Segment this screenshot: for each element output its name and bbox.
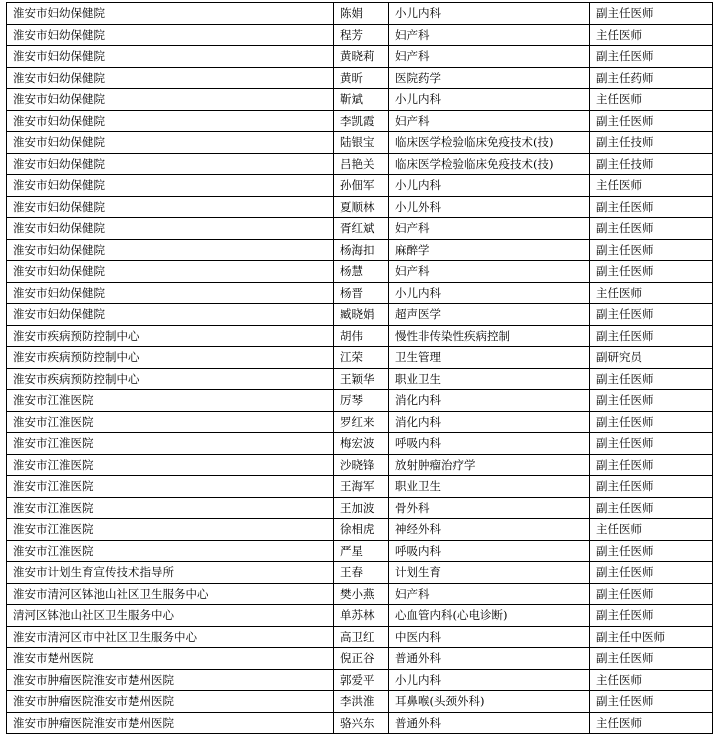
org-cell: 淮安市妇幼保健院: [7, 239, 334, 261]
title-cell: 副主任技师: [590, 132, 713, 154]
name-cell: 王颖华: [334, 368, 389, 390]
table-row: [7, 476, 713, 498]
org-cell: 淮安市清河区市中社区卫生服务中心: [7, 626, 334, 648]
name-cell: 靳斌: [334, 89, 389, 111]
name-cell: 王加波: [334, 497, 389, 519]
table-row: [7, 605, 713, 627]
table-row: [7, 218, 713, 240]
title-cell: 副主任医师: [590, 497, 713, 519]
name-cell: 罗红来: [334, 411, 389, 433]
table-row: [7, 325, 713, 347]
dept-cell: 骨外科: [389, 497, 590, 519]
name-cell: 夏顺林: [334, 196, 389, 218]
dept-cell: 妇产科: [389, 110, 590, 132]
org-cell: 淮安市江淮医院: [7, 390, 334, 412]
table-row: [7, 196, 713, 218]
org-cell: 淮安市肿瘤医院淮安市楚州医院: [7, 691, 334, 713]
dept-cell: 神经外科: [389, 519, 590, 541]
dept-cell: 妇产科: [389, 46, 590, 68]
table-row: [7, 411, 713, 433]
name-cell: 单苏林: [334, 605, 389, 627]
dept-cell: 呼吸内科: [389, 433, 590, 455]
name-cell: 厉琴: [334, 390, 389, 412]
org-cell: 淮安市清河区钵池山社区卫生服务中心: [7, 583, 334, 605]
title-cell: 副主任医师: [590, 110, 713, 132]
dept-cell: 普通外科: [389, 712, 590, 734]
dept-cell: 妇产科: [389, 261, 590, 283]
title-cell: 副主任医师: [590, 433, 713, 455]
name-cell: 臧晓娟: [334, 304, 389, 326]
title-cell: 副主任医师: [590, 3, 713, 25]
org-cell: 淮安市江淮医院: [7, 476, 334, 498]
title-cell: 副主任医师: [590, 390, 713, 412]
name-cell: 沙晓锋: [334, 454, 389, 476]
title-cell: 副主任医师: [590, 239, 713, 261]
org-cell: 淮安市疾病预防控制中心: [7, 325, 334, 347]
title-cell: 副主任医师: [590, 476, 713, 498]
table-row: [7, 282, 713, 304]
table-row: [7, 153, 713, 175]
dept-cell: 中医内科: [389, 626, 590, 648]
dept-cell: 小儿内科: [389, 669, 590, 691]
org-cell: 淮安市江淮医院: [7, 519, 334, 541]
name-cell: 程芳: [334, 24, 389, 46]
dept-cell: 妇产科: [389, 24, 590, 46]
org-cell: 淮安市江淮医院: [7, 454, 334, 476]
personnel-table: [6, 2, 713, 734]
title-cell: 副主任医师: [590, 411, 713, 433]
org-cell: 淮安市疾病预防控制中心: [7, 368, 334, 390]
org-cell: 淮安市妇幼保健院: [7, 110, 334, 132]
name-cell: 倪正谷: [334, 648, 389, 670]
table-row: [7, 712, 713, 734]
dept-cell: 放射肿瘤治疗学: [389, 454, 590, 476]
org-cell: 淮安市计划生育宣传技术指导所: [7, 562, 334, 584]
title-cell: 副主任医师: [590, 605, 713, 627]
title-cell: 副主任医师: [590, 46, 713, 68]
name-cell: 骆兴东: [334, 712, 389, 734]
org-cell: 淮安市妇幼保健院: [7, 196, 334, 218]
name-cell: 高卫红: [334, 626, 389, 648]
title-cell: 副主任技师: [590, 153, 713, 175]
title-cell: 副主任医师: [590, 196, 713, 218]
name-cell: 杨海扣: [334, 239, 389, 261]
org-cell: 淮安市妇幼保健院: [7, 89, 334, 111]
dept-cell: 医院药学: [389, 67, 590, 89]
table-row: [7, 24, 713, 46]
title-cell: 副主任医师: [590, 583, 713, 605]
name-cell: 江荣: [334, 347, 389, 369]
name-cell: 杨晋: [334, 282, 389, 304]
org-cell: 淮安市妇幼保健院: [7, 282, 334, 304]
table-row: [7, 454, 713, 476]
title-cell: 副主任中医师: [590, 626, 713, 648]
org-cell: 淮安市楚州医院: [7, 648, 334, 670]
org-cell: 淮安市妇幼保健院: [7, 132, 334, 154]
dept-cell: 小儿外科: [389, 196, 590, 218]
title-cell: 副主任医师: [590, 540, 713, 562]
table-row: [7, 691, 713, 713]
personnel-table-body: [7, 3, 713, 734]
table-row: [7, 239, 713, 261]
name-cell: 陆银宝: [334, 132, 389, 154]
dept-cell: 超声医学: [389, 304, 590, 326]
table-row: [7, 175, 713, 197]
name-cell: 陈娟: [334, 3, 389, 25]
dept-cell: 麻醉学: [389, 239, 590, 261]
title-cell: 副研究员: [590, 347, 713, 369]
org-cell: 淮安市疾病预防控制中心: [7, 347, 334, 369]
title-cell: 副主任医师: [590, 261, 713, 283]
dept-cell: 职业卫生: [389, 476, 590, 498]
title-cell: 主任医师: [590, 24, 713, 46]
table-row: [7, 347, 713, 369]
title-cell: 主任医师: [590, 712, 713, 734]
title-cell: 副主任医师: [590, 218, 713, 240]
title-cell: 主任医师: [590, 669, 713, 691]
dept-cell: 计划生育: [389, 562, 590, 584]
table-row: [7, 390, 713, 412]
title-cell: 主任医师: [590, 519, 713, 541]
name-cell: 李凯霞: [334, 110, 389, 132]
dept-cell: 小儿内科: [389, 89, 590, 111]
org-cell: 淮安市江淮医院: [7, 433, 334, 455]
name-cell: 胥红斌: [334, 218, 389, 240]
title-cell: 副主任医师: [590, 304, 713, 326]
dept-cell: 妇产科: [389, 583, 590, 605]
name-cell: 严星: [334, 540, 389, 562]
dept-cell: 心血管内科(心电诊断): [389, 605, 590, 627]
org-cell: 淮安市妇幼保健院: [7, 46, 334, 68]
table-row: [7, 562, 713, 584]
dept-cell: 职业卫生: [389, 368, 590, 390]
title-cell: 副主任医师: [590, 648, 713, 670]
org-cell: 淮安市妇幼保健院: [7, 67, 334, 89]
org-cell: 淮安市江淮医院: [7, 497, 334, 519]
title-cell: 副主任医师: [590, 562, 713, 584]
dept-cell: 临床医学检验临床免疫技术(技): [389, 132, 590, 154]
title-cell: 副主任医师: [590, 454, 713, 476]
dept-cell: 消化内科: [389, 390, 590, 412]
table-row: [7, 46, 713, 68]
table-row: [7, 3, 713, 25]
dept-cell: 小儿内科: [389, 3, 590, 25]
name-cell: 黄晓莉: [334, 46, 389, 68]
name-cell: 吕艳关: [334, 153, 389, 175]
table-row: [7, 626, 713, 648]
dept-cell: 慢性非传染性疾病控制: [389, 325, 590, 347]
name-cell: 黄昕: [334, 67, 389, 89]
name-cell: 王海军: [334, 476, 389, 498]
table-row: [7, 669, 713, 691]
dept-cell: 小儿内科: [389, 175, 590, 197]
dept-cell: 妇产科: [389, 218, 590, 240]
org-cell: 淮安市妇幼保健院: [7, 175, 334, 197]
name-cell: 徐相虎: [334, 519, 389, 541]
table-row: [7, 583, 713, 605]
table-row: [7, 540, 713, 562]
org-cell: 淮安市妇幼保健院: [7, 153, 334, 175]
title-cell: 副主任药师: [590, 67, 713, 89]
dept-cell: 临床医学检验临床免疫技术(技): [389, 153, 590, 175]
name-cell: 胡伟: [334, 325, 389, 347]
dept-cell: 呼吸内科: [389, 540, 590, 562]
org-cell: 淮安市江淮医院: [7, 411, 334, 433]
dept-cell: 小儿内科: [389, 282, 590, 304]
name-cell: 李洪淮: [334, 691, 389, 713]
title-cell: 副主任医师: [590, 325, 713, 347]
org-cell: 淮安市肿瘤医院淮安市楚州医院: [7, 712, 334, 734]
table-row: [7, 497, 713, 519]
dept-cell: 卫生管理: [389, 347, 590, 369]
table-row: [7, 304, 713, 326]
table-row: [7, 433, 713, 455]
dept-cell: 普通外科: [389, 648, 590, 670]
name-cell: 孙佃军: [334, 175, 389, 197]
name-cell: 梅宏波: [334, 433, 389, 455]
name-cell: 杨慧: [334, 261, 389, 283]
table-row: [7, 67, 713, 89]
title-cell: 主任医师: [590, 282, 713, 304]
dept-cell: 耳鼻喉(头颈外科): [389, 691, 590, 713]
title-cell: 副主任医师: [590, 691, 713, 713]
org-cell: 淮安市妇幼保健院: [7, 304, 334, 326]
title-cell: 副主任医师: [590, 368, 713, 390]
org-cell: 淮安市妇幼保健院: [7, 3, 334, 25]
dept-cell: 消化内科: [389, 411, 590, 433]
table-row: [7, 368, 713, 390]
table-row: [7, 89, 713, 111]
name-cell: 王春: [334, 562, 389, 584]
name-cell: 郭爱平: [334, 669, 389, 691]
table-row: [7, 132, 713, 154]
table-row: [7, 519, 713, 541]
table-row: [7, 648, 713, 670]
org-cell: 淮安市妇幼保健院: [7, 24, 334, 46]
org-cell: 淮安市妇幼保健院: [7, 261, 334, 283]
org-cell: 清河区钵池山社区卫生服务中心: [7, 605, 334, 627]
table-row: [7, 261, 713, 283]
title-cell: 主任医师: [590, 175, 713, 197]
org-cell: 淮安市妇幼保健院: [7, 218, 334, 240]
table-row: [7, 110, 713, 132]
title-cell: 主任医师: [590, 89, 713, 111]
name-cell: 樊小燕: [334, 583, 389, 605]
org-cell: 淮安市肿瘤医院淮安市楚州医院: [7, 669, 334, 691]
org-cell: 淮安市江淮医院: [7, 540, 334, 562]
